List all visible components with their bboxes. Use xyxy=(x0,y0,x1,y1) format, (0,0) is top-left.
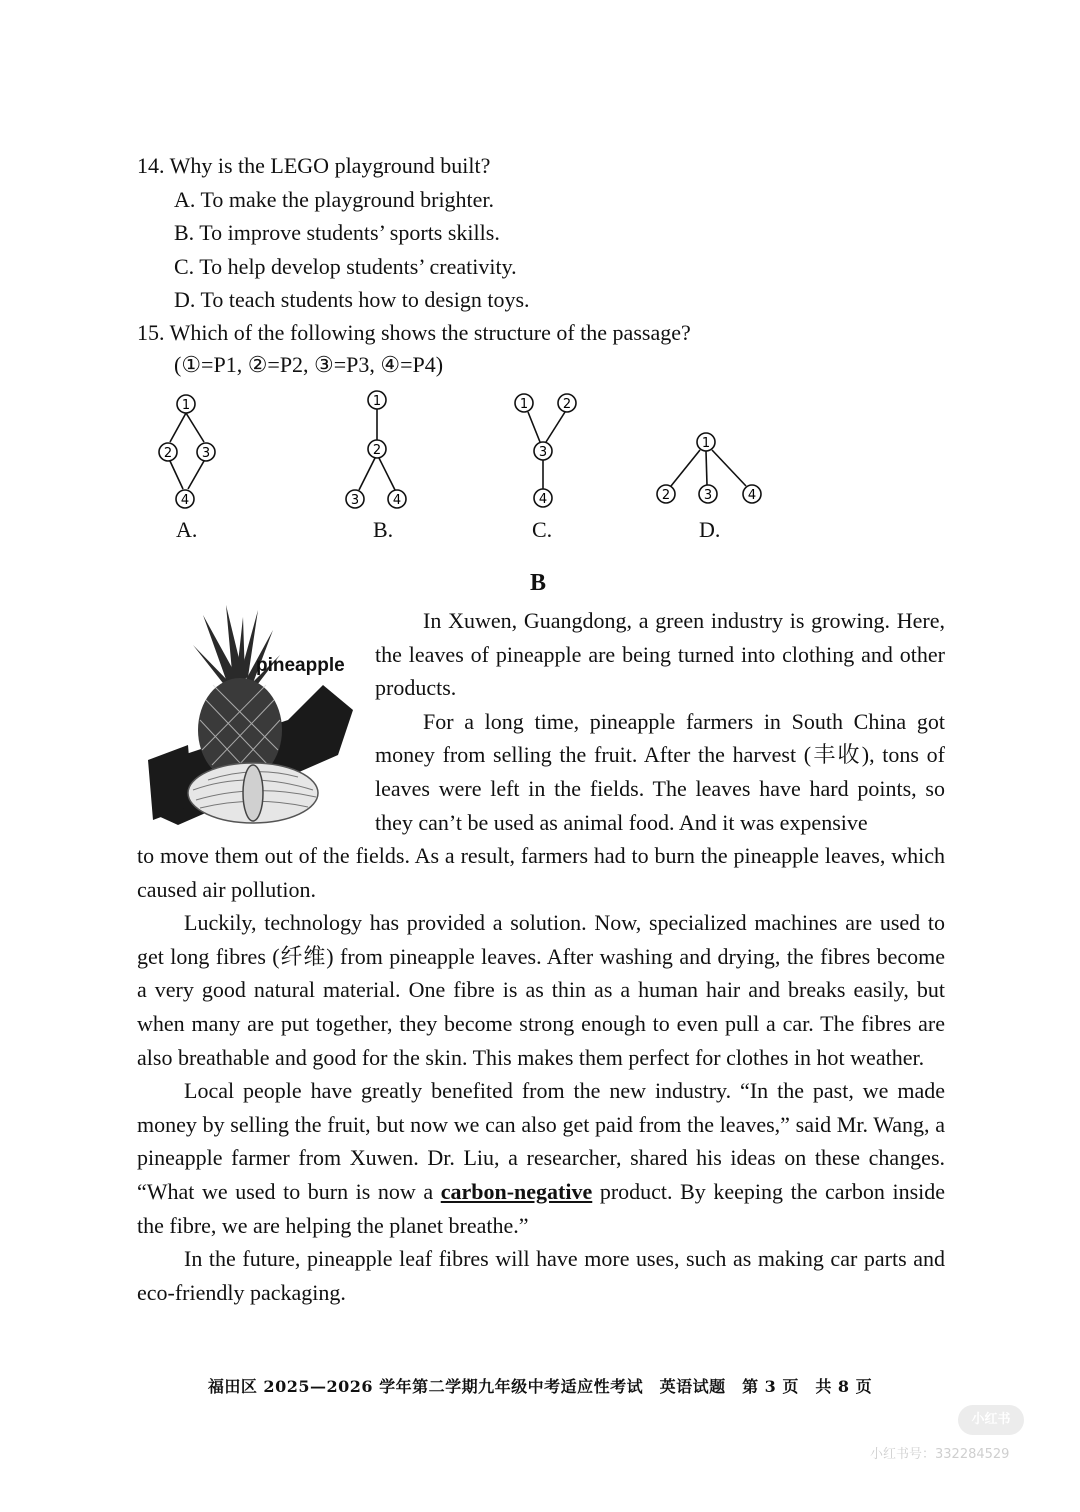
node-2 xyxy=(657,485,675,503)
node-4 xyxy=(534,489,552,507)
node-2 xyxy=(159,443,177,461)
q14-option-c: C. To help develop students’ creativity. xyxy=(174,254,517,279)
node-1 xyxy=(177,395,195,413)
q14-stem: 14. Why is the LEGO playground built? xyxy=(137,153,491,178)
paragraph-4: Local people have greatly benefited from the new industry. “In the past, we made money by selling the fruit, but now we can also get paid from the leaves,” said Mr. Wang, a pineapple farmer from Xuwen. Dr. Liu, a researcher, shared his ideas on these changes. “What we used to burn is now a carbon-negative product. By keeping the carbon inside the fibre, we are helping the planet breathe.” xyxy=(137,1078,946,1238)
paragraph-1: In Xuwen, Guangdong, a green industry is growing. Here, the leaves of pineapple are being turned into clothing and other products. xyxy=(375,608,945,701)
svg-text:2: 2 xyxy=(661,488,671,503)
svg-text:3: 3 xyxy=(201,446,211,461)
paragraph-5: In the future, pineapple leaf fibres will have more uses, such as making car parts and eco-friendly packaging. xyxy=(137,1246,945,1305)
node-4 xyxy=(743,485,761,503)
q15-key: (①=P1, ②=P2, ③=P3, ④=P4) xyxy=(174,352,444,377)
svg-text:1: 1 xyxy=(519,397,529,412)
q15-stem: 15. Which of the following shows the structure of the passage? xyxy=(137,320,691,345)
svg-text:4: 4 xyxy=(538,492,548,507)
node-1 xyxy=(515,394,533,412)
svg-text:3: 3 xyxy=(538,445,548,460)
svg-text:1: 1 xyxy=(701,436,711,451)
node-4 xyxy=(388,490,406,508)
watermark-logo: 小红书 xyxy=(958,1405,1024,1435)
section-title: B xyxy=(530,570,547,596)
q14-option-a: A. To make the playground brighter. xyxy=(174,187,495,212)
svg-text:4: 4 xyxy=(747,488,757,503)
node-1 xyxy=(697,433,715,451)
watermark-id: 小红书号：332284529 xyxy=(870,1447,1010,1462)
paragraph-2-rest: to move them out of the fields. As a result, farmers had to burn the pineapple leaves, which caused air pollution. xyxy=(137,843,945,902)
pineapple-illustration xyxy=(148,605,358,835)
svg-text:3: 3 xyxy=(703,488,713,503)
svg-text:2: 2 xyxy=(372,443,382,458)
node-3 xyxy=(699,485,717,503)
structure-diagram-c xyxy=(503,390,588,520)
svg-text:2: 2 xyxy=(562,397,572,412)
choice-label-c: C. xyxy=(532,517,553,542)
passage-main-block xyxy=(137,839,945,1309)
page-footer: 福田区 2025—2026 学年第二学期九年级中考适应性考试 英语试题 第 3 页 共 8 页 xyxy=(207,1377,873,1396)
q14-option-d: D. To teach students how to design toys. xyxy=(174,287,530,312)
node-3 xyxy=(197,443,215,461)
choice-label-d: D. xyxy=(699,517,721,542)
svg-text:1: 1 xyxy=(181,398,191,413)
choice-label-a: A. xyxy=(176,517,198,542)
node-2 xyxy=(558,394,576,412)
paragraph-3: Luckily, technology has provided a solution. Now, specialized machines are used to get long fibres (纤维) from pineapple leaves. After washing and drying, the fibres become a very good natural material. One fibre is as thin as a human hair and breaks easily, but when many are put together, they become strong enough to even pull a car. The fibres are also breathable and good for the skin. This makes them perfect for clothes in hot weather. xyxy=(137,910,945,1070)
node-3 xyxy=(534,442,552,460)
image-caption: pineapple xyxy=(256,655,345,676)
node-2 xyxy=(368,440,386,458)
svg-text:3: 3 xyxy=(350,493,360,508)
structure-diagram-b xyxy=(335,390,420,520)
carbon-negative-term: carbon-negative xyxy=(440,1178,593,1204)
structure-diagram-a xyxy=(150,390,230,520)
q14-option-b: B. To improve students’ sports skills. xyxy=(174,220,500,245)
paragraph-2-intro: For a long time, pineapple farmers in South China got money from selling the fruit. After the harvest (丰收), tons of leaves were left in the fields. The leaves have hard points, so they can’t be used as animal food. And it was expensive xyxy=(375,708,945,835)
node-4 xyxy=(176,490,194,508)
svg-text:4: 4 xyxy=(392,493,402,508)
choice-label-b: B. xyxy=(373,517,394,542)
node-3 xyxy=(346,490,364,508)
passage-top-block xyxy=(375,604,945,839)
svg-text:2: 2 xyxy=(163,446,173,461)
svg-text:1: 1 xyxy=(372,394,382,409)
node-1 xyxy=(368,391,386,409)
structure-diagram-d xyxy=(645,390,775,520)
svg-text:4: 4 xyxy=(180,493,190,508)
